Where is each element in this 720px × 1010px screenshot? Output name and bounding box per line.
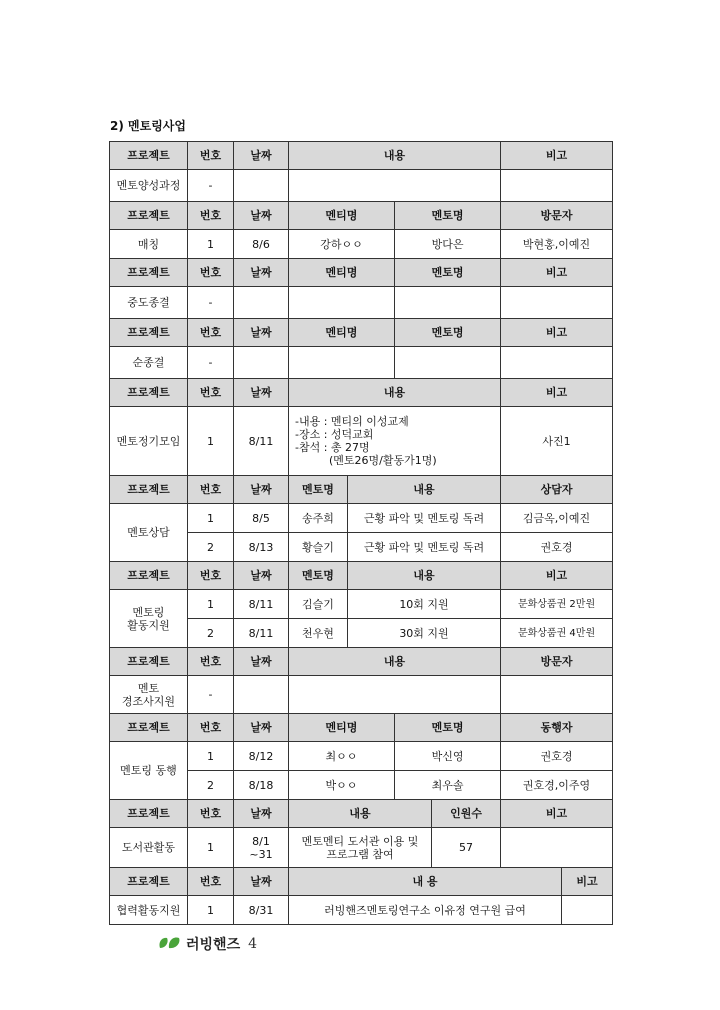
cell-no: 1 [188,230,234,259]
logo-leaf-left [159,938,167,948]
header-cell: 번호 [188,648,234,676]
table-row [110,742,613,771]
cell-date [234,676,289,714]
table-row [110,347,613,379]
header-cell: 날짜 [234,142,289,170]
cell-date: 8/12 [234,742,289,771]
cell-content [289,170,501,202]
cell-date: 8/13 [234,533,289,562]
header-cell: 날짜 [234,319,289,347]
header-cell: 멘토명 [395,714,501,742]
header-row [110,379,613,407]
cell-no: 1 [188,742,234,771]
cell-mentor: 박신영 [395,742,501,771]
cell-mentee [289,347,395,379]
cell-content: 근황 파악 및 멘토링 독려 [348,504,501,533]
header-cell: 내용 [289,800,432,828]
table-row [110,590,613,619]
header-cell: 프로젝트 [110,142,188,170]
project-line: 멘토링 [132,605,165,619]
header-cell: 비고 [501,562,613,590]
header-row [110,800,613,828]
cell-project: 매칭 [110,230,188,259]
header-cell: 내용 [289,379,501,407]
cell-no: 1 [188,590,234,619]
header-cell: 내 용 [289,868,562,896]
cell-mentee: 강하ㅇㅇ [289,230,395,259]
header-cell: 멘티명 [289,259,395,287]
cell-companion: 권호경 [501,742,613,771]
header-row [110,142,613,170]
cell-counselor: 권호경 [501,533,613,562]
table-row [110,407,613,476]
table-row [110,828,613,868]
cell-note [501,287,613,319]
cell-content [289,407,501,476]
project-line: 멘토 [137,681,160,695]
cell-mentee: 박ㅇㅇ [289,771,395,800]
header-cell: 날짜 [234,562,289,590]
header-cell: 번호 [188,379,234,407]
cell-project: 도서관활동 [110,828,188,868]
header-cell: 프로젝트 [110,202,188,230]
header-cell: 프로젝트 [110,714,188,742]
cell-project [110,590,188,648]
header-cell: 번호 [188,476,234,504]
cell-mentor: 방다은 [395,230,501,259]
cell-date: 8/11 [234,590,289,619]
header-cell: 날짜 [234,476,289,504]
header-cell: 내용 [348,562,501,590]
cell-content [289,676,501,714]
cell-no: - [188,170,234,202]
header-cell: 멘토명 [395,259,501,287]
header-cell: 멘티명 [289,714,395,742]
content-line: -장소 : 성덕교회 [295,428,374,441]
cell-counselor: 김금옥,이예진 [501,504,613,533]
header-cell: 프로젝트 [110,562,188,590]
header-cell: 번호 [188,202,234,230]
cell-project: 멘토링 동행 [110,742,188,800]
cell-no: 1 [188,407,234,476]
header-cell: 번호 [188,142,234,170]
header-row [110,319,613,347]
header-cell: 멘티명 [289,319,395,347]
header-cell: 번호 [188,868,234,896]
header-row [110,714,613,742]
cell-visitor: 박현홍,이예진 [501,230,613,259]
cell-project [110,676,188,714]
header-cell: 날짜 [234,259,289,287]
cell-content: 10회 지원 [348,590,501,619]
table-row [110,230,613,259]
logo-leaf-right [169,938,180,949]
cell-no: - [188,347,234,379]
header-cell: 비고 [501,319,613,347]
header-row [110,648,613,676]
header-cell: 프로젝트 [110,259,188,287]
header-cell: 비고 [501,800,613,828]
cell-content: 근황 파악 및 멘토링 독려 [348,533,501,562]
cell-project: 순종결 [110,347,188,379]
header-cell: 프로젝트 [110,800,188,828]
cell-project: 협력활동지원 [110,896,188,925]
header-cell: 번호 [188,714,234,742]
header-cell: 비고 [562,868,613,896]
cell-mentor [395,347,501,379]
header-cell: 멘티명 [289,202,395,230]
cell-date: 8/11 [234,407,289,476]
date-line: 8/1 [252,834,270,848]
cell-note [501,170,613,202]
cell-project: 중도종결 [110,287,188,319]
header-cell: 멘토명 [395,319,501,347]
cell-note: 사진1 [501,407,613,476]
cell-visitor [501,676,613,714]
header-cell: 비고 [501,379,613,407]
header-row [110,259,613,287]
cell-mentor: 최우솔 [395,771,501,800]
header-cell: 멘토명 [289,476,348,504]
header-cell: 동행자 [501,714,613,742]
cell-note: 문화상품권 4만원 [501,619,613,648]
cell-date [234,828,289,868]
cell-note [501,828,613,868]
header-cell: 프로젝트 [110,379,188,407]
table-row [110,170,613,202]
cell-mentor [395,287,501,319]
header-cell: 번호 [188,800,234,828]
cell-no: 1 [188,828,234,868]
cell-project: 멘토양성과정 [110,170,188,202]
content-line: 멘토멘티 도서관 이용 및 [301,834,419,848]
cell-mentor: 천우현 [289,619,348,648]
cell-companion: 권호경,이주영 [501,771,613,800]
cell-date [234,347,289,379]
header-cell: 비고 [501,259,613,287]
cell-mentor: 송주희 [289,504,348,533]
header-cell: 프로젝트 [110,648,188,676]
header-cell: 날짜 [234,202,289,230]
header-cell: 프로젝트 [110,868,188,896]
cell-note [501,347,613,379]
header-cell: 날짜 [234,648,289,676]
content-line: (멘토26명/활동가1명) [329,454,437,467]
project-line: 경조사지원 [121,694,176,708]
cell-date [234,287,289,319]
content-line: -참석 : 총 27명 [295,441,370,454]
cell-content: 30회 지원 [348,619,501,648]
header-cell: 번호 [188,319,234,347]
cell-count: 57 [432,828,501,868]
table-row [110,287,613,319]
project-line: 활동지원 [127,618,170,632]
header-cell: 내용 [348,476,501,504]
cell-note [562,896,613,925]
header-row [110,868,613,896]
header-cell: 날짜 [234,714,289,742]
content-line: 프로그램 참여 [326,847,394,861]
header-cell: 날짜 [234,379,289,407]
cell-no: 1 [188,504,234,533]
header-row [110,562,613,590]
cell-no: - [188,676,234,714]
page-number: 4 [248,936,258,952]
cell-project: 멘토정기모임 [110,407,188,476]
cell-no: - [188,287,234,319]
header-cell: 내용 [289,648,501,676]
header-cell: 방문자 [501,648,613,676]
table-row [110,896,613,925]
header-cell: 내용 [289,142,501,170]
cell-note: 문화상품권 2만원 [501,590,613,619]
date-line: ~31 [249,847,273,861]
table-row [110,676,613,714]
header-cell: 방문자 [501,202,613,230]
header-cell: 날짜 [234,868,289,896]
cell-content: 러빙핸즈멘토링연구소 이유정 연구원 급여 [289,896,562,925]
cell-no: 1 [188,896,234,925]
brand-name: 러빙핸즈 [186,937,241,953]
cell-mentor: 김슬기 [289,590,348,619]
cell-mentee: 최ㅇㅇ [289,742,395,771]
cell-no: 2 [188,771,234,800]
cell-date: 8/6 [234,230,289,259]
header-cell: 프로젝트 [110,476,188,504]
cell-no: 2 [188,619,234,648]
header-cell: 멘토명 [395,202,501,230]
header-cell: 상담자 [501,476,613,504]
cell-project: 멘토상담 [110,504,188,562]
cell-date: 8/11 [234,619,289,648]
header-row [110,202,613,230]
header-cell: 프로젝트 [110,319,188,347]
cell-content [289,828,432,868]
header-cell: 비고 [501,142,613,170]
header-cell: 날짜 [234,800,289,828]
cell-date: 8/5 [234,504,289,533]
header-cell: 번호 [188,259,234,287]
cell-date [234,170,289,202]
table-row [110,504,613,533]
header-row [110,476,613,504]
cell-mentee [289,287,395,319]
cell-mentor: 황슬기 [289,533,348,562]
header-cell: 번호 [188,562,234,590]
cell-date: 8/18 [234,771,289,800]
header-cell: 인원수 [432,800,501,828]
hands-logo-icon [158,934,182,954]
header-cell: 멘토명 [289,562,348,590]
section-title: 2) 멘토링사업 [110,119,186,133]
mentoring-table [109,141,613,925]
cell-date: 8/31 [234,896,289,925]
footer [158,934,257,954]
content-line: -내용 : 멘티의 이성교제 [295,415,409,428]
cell-no: 2 [188,533,234,562]
